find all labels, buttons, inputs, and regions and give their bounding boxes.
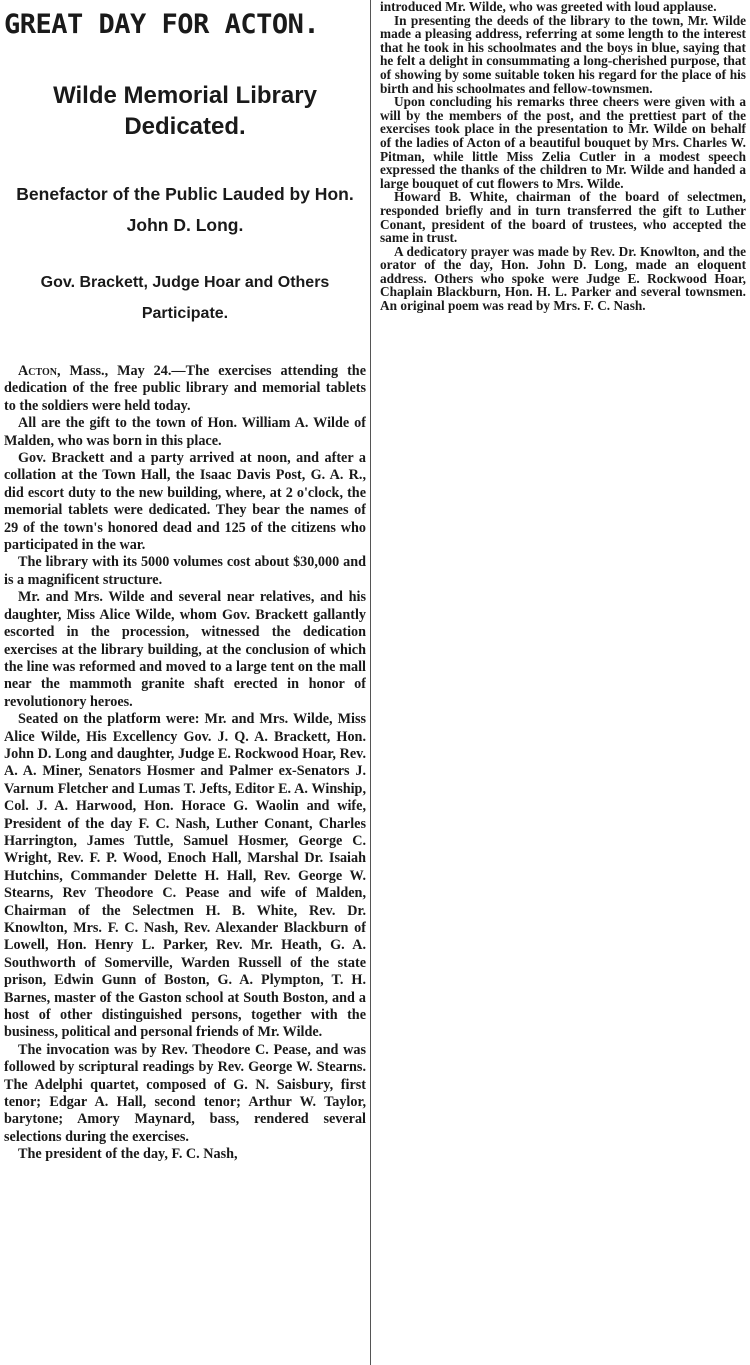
paragraph: Howard B. White, chairman of the board of selectmen, responded briefly and in turn transferred the gift to Luther Conant, president of the board of trustees, who accepted the same in trust. bbox=[380, 189, 746, 246]
paragraph: The invocation was by Rev. Theodore C. Pease, and was followed by scriptural readings by Rev. George W. Stearns. The Adelphi quartet, composed of G. N. Saisbury, first tenor; Edgar A. Hall, second tenor; Arthur W. Taylor, barytone; Amory Maynard, bass, rendered several selections during the exercises. bbox=[4, 1041, 366, 1145]
subheadline-1: Wilde Memorial Library Dedicated. bbox=[53, 82, 317, 140]
paragraph: Gov. Brackett and a party arrived at noon, and after a collation at the Town Hall, the Isaac Davis Post, G. A. R., did escort duty to the new building, where, at 2 o'clock, the memorial tablets were dedicated. They bear the names of 29 of the town's honored dead and 125 of the citizens who participated in the war. bbox=[4, 450, 366, 554]
headline: GREAT DAY FOR ACTON. bbox=[4, 9, 320, 40]
paragraph: The library with its 5000 volumes cost about $30,000 and is a magnificent structure. bbox=[4, 554, 366, 588]
paragraph: In presenting the deeds of the library to the town, Mr. Wilde made a pleasing address, referring at some length to the interest that he took in his schoolmates and the boys in blue, saying that he felt a delight in consummating a long-cherished purpose, that of showing by some suitable token his regard for the place of his birth and his schoolmates and fellow-townsmen. bbox=[380, 12, 746, 96]
paragraph: The president of the day, F. C. Nash, bbox=[18, 1146, 238, 1163]
paragraph: All are the gift to the town of Hon. William A. Wilde of Malden, who was born in this place. bbox=[4, 415, 366, 449]
subheadline-2: Benefactor of the Public Lauded by Hon. John D. Long. bbox=[16, 184, 354, 235]
dateline: Acton bbox=[18, 363, 57, 379]
paragraph: introduced Mr. Wilde, who was greeted with loud applause. bbox=[380, 0, 717, 14]
paragraph: Seated on the platform were: Mr. and Mrs. Wilde, Miss Alice Wilde, His Excellency Gov. J. Q. A. Brackett, Hon. John D. Long and daughter, Judge E. Rockwood Hoar, Rev. A. A. Miner, Senators Hosmer and Palmer ex-Senators J. Varnum Fletcher and Lumas T. Jefts, Editor E. A. Winship, Col. J. A. Harwood, Hon. Horace G. Waolin and wife, President of the day F. C. Nash, Luther Conant, Charles Harrington, James Tuttle, Samuel Hosmer, George C. Wright, Rev. F. P. Wood, Enoch Hall, Marshal Dr. Isaiah Hutchins, Commander Delette H. Hall, Rev. George W. Stearns, Rev Theodore C. Pease and wife of Malden, Chairman of the Selectmen H. B. White, Rev. Dr. Knowlton, Mrs. F. C. Nash, Rev. Alexander Blackburn of Lowell, Hon. Henry L. Parker, Rev. Mr. Heath, G. A. Southworth of Somerville, Warden Russell of the state prison, Edwin Gunn of Boston, G. A. Plympton, T. H. Barnes, master of the Gaston school at South Boston, and a host of other distinguished persons, together with the business, political and personal friends of Mr. Wilde. bbox=[4, 711, 366, 1041]
column-rule bbox=[370, 0, 371, 1365]
paragraph: Acton, Mass., May 24.—The exercises attending the dedication of the free public library and memorial tablets to the soldiers were held today. bbox=[4, 363, 366, 414]
right-column bbox=[380, 0, 746, 1360]
left-column bbox=[4, 2, 366, 1362]
subheadline-3: Gov. Brackett, Judge Hoar and Others Participate. bbox=[40, 274, 330, 322]
paragraph: A dedicatory prayer was made by Rev. Dr. Knowlton, and the orator of the day, Hon. John D. Long, made an eloquent address. Others who spoke were Judge E. Rockwood Hoar, Chaplain Blackburn, Hon. H. L. Parker and several townsmen. An original poem was read by Mrs. F. C. Nash. bbox=[380, 243, 746, 314]
paragraph: Mr. and Mrs. Wilde and several near relatives, and his daughter, Miss Alice Wilde, whom Gov. Brackett gallantly escorted in the procession, witnessed the dedication exercises at the library building, at the conclusion of which the line was reformed and moved to a large tent on the mall near the mammoth granite shaft erected in honor of revolutionory heroes. bbox=[4, 589, 366, 710]
left-body bbox=[4, 363, 366, 1164]
paragraph: Upon concluding his remarks three cheers were given with a will by the members of the post, and the prettiest part of the exercises took place in the presentation to Mr. Wilde on behalf of the ladies of Acton of a beautiful bouquet by Mrs. Charles W. Pitman, while little Miss Zelia Cutler in a modest speech expressed the thanks of the children to Mr. Wilde and handed a large bouquet of cut flowers to Mrs. Wilde. bbox=[380, 94, 746, 191]
